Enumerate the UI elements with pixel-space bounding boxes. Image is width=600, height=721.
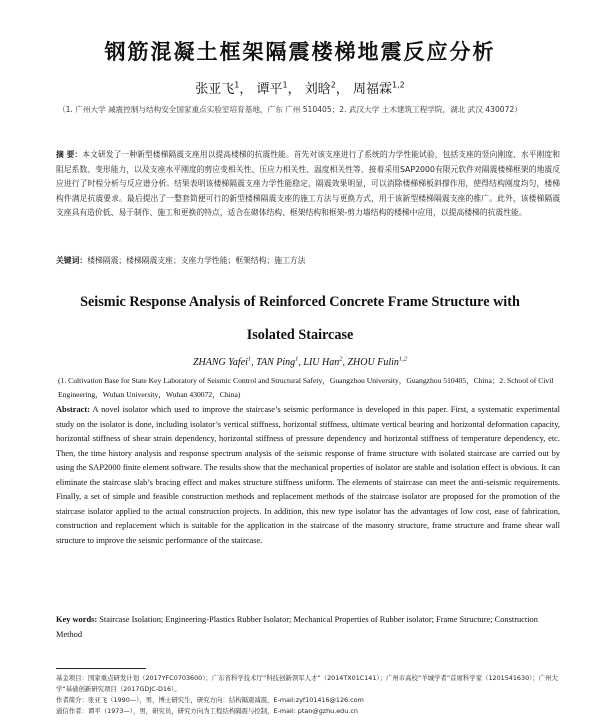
chinese-authors — [0, 78, 600, 97]
author: 谭平$^1$， — [256, 80, 301, 97]
english-title — [0, 286, 600, 352]
abstract-label: Abstract: — [56, 405, 90, 414]
abstract-text: A novel isolator which used to improve the staircase’s seismic performance is developed in this paper. First, a systematic experimental study on the isolator is done, including isolator’s vertical stiffness, horizontal stiffness, ultimate vertical bearing and horizontal deformation capacity, horizontal stiffness of shear strain dependency, horizontal stiffness of pressure dependency and horizontal stiffness of temperature dependency, etc. Then, the time history analysis and response spectrum analysis of the seismic response of frame structure with isolated staircase are carried out by using the SAP2000 finite element software. The results show that the mechanical properties of isolator are stable and isolation effect is obvious. It can eliminate the staircase slab’s bracing effect and makes structure stiffness uniform. The elements of staircase can meet the anti-seismic requirements. Finally, a set of simple and feasible construction methods and replacement methods of the staircase isolator are proposed for the promotion of the staircase isolator applied to the actual construction projects. In addition, this new type isolator has the advantages of low cost, ease of fabrication, construction and replacement which is suitable for the application in the staircase of the masonry structure, frame structure and frame shear wall structure to improve the seismic performance of the staircase. — [56, 405, 560, 545]
author: ZHANG Yafei$^1$, — [192, 356, 257, 369]
english-affiliation: (1. Cultivation Base for State Key Laboratory of Seismic Control and Structural Safety，Guangzhou University，Guangzhou 510405，China；2. School of Civil Engineering，Wuhan University，Wuhan 430072，China) — [58, 376, 554, 399]
keywords-text: 楼梯隔震；楼梯隔震支座；支座力学性能；框架结构；施工方法 — [87, 256, 306, 265]
author: LIU Han$^2$, — [303, 356, 348, 369]
english-keywords — [56, 613, 560, 642]
abstract-label: 摘 要： — [56, 150, 83, 159]
author: ZHOU Fulin$^{1,2}$ — [347, 356, 408, 369]
english-title-line: Seismic Response Analysis of Reinforced Concrete Frame Structure with — [80, 294, 520, 310]
author: TAN Ping$^1$, — [256, 356, 304, 369]
corresponding-author-note: 通信作者：谭平（1973—），男，研究员，研究方向为工程结构隔震与控制，E-mail: ptan@gzhu.edu.cn — [56, 707, 358, 715]
chinese-keywords — [56, 255, 560, 266]
author: 刘晗$^2$， — [304, 80, 349, 97]
footnotes — [56, 673, 566, 717]
keywords-text: Staircase Isolation; Engineering-Plastics Rubber Isolator; Mechanical Properties of Rubber isolator; Frame Structure; Construction Method — [56, 615, 538, 639]
keywords-label: 关键词： — [56, 256, 88, 265]
chinese-abstract — [56, 148, 560, 221]
funding-note: 基金项目：国家重点研发计划（2017YFC0703600）；广东省科学技术厅“科技创新领军人才”（2014TX01C141）；广州市高校“羊城学者”首席科学家（1201541630）；广州大学“基础创新研究项目（2017GDJC-D16）。 — [56, 674, 558, 693]
english-authors — [0, 356, 600, 368]
keywords-label: Key words: — [56, 615, 98, 624]
chinese-affiliation: （1. 广州大学 减震控制与结构安全国家重点实验室培育基地，广东 广州 510405；2. 武汉大学 土木建筑工程学院，湖北 武汉 430072） — [58, 105, 522, 114]
chinese-title: 钢筋混凝土框架隔震楼梯地震反应分析 — [104, 40, 496, 64]
english-abstract — [56, 403, 560, 548]
footnote-divider — [56, 668, 146, 669]
english-title-line: Isolated Staircase — [246, 327, 354, 343]
author: 周福霖$^{1,2}$ — [353, 80, 405, 97]
author-bio-note: 作者简介：张亚飞（1990—），男，博士研究生，研究方向：结构隔震减震，E-mail:zyf101416@126.com — [56, 696, 364, 704]
author: 张亚飞$^1$， — [195, 80, 253, 97]
abstract-text: 本文研发了一种新型楼梯隔震支座用以提高楼梯的抗震性能。首先对该支座进行了系统的力学性能试验，包括支座的竖向刚度、水平刚度和阻尼系数、变形能力，以及支座水平刚度的剪应变相关性、压应力相关性、温度相关性等，接着采用SAP2000有限元软件对隔震楼梯框架的地震反应进行了时程分析与反应谱分析。结果表明该楼梯隔震支座力学性能稳定，隔震效果明显，可以消除楼梯梯板斜撑作用，使得结构刚度均匀，楼梯构件满足抗震要求。最后提出了一整套简便可行的新型楼梯隔震支座的施工方法与更换方式，用于该新型楼梯隔震支座的推广。此外，该楼梯隔震支座具有造价低、易于制作、施工和更换的特点，适合在砌体结构、框架结构和框架-剪力墙结构的楼梯中应用，以提高楼梯的抗震性能。 — [56, 150, 560, 218]
